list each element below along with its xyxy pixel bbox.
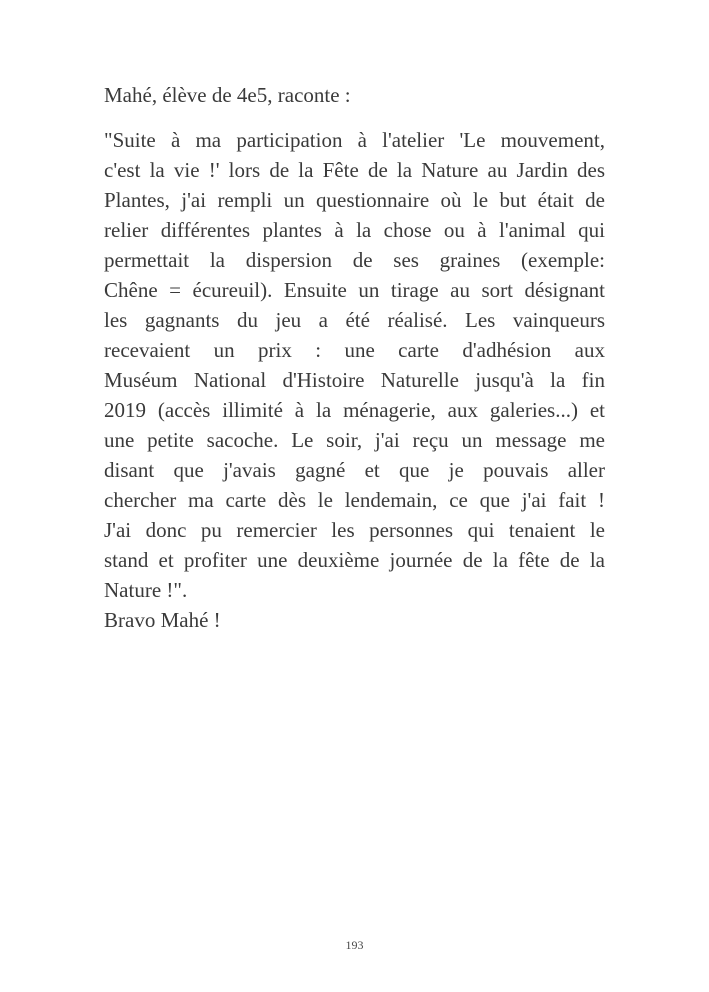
body-line: recevaient un prix : une carte d'adhésion aux — [104, 338, 605, 362]
body-line: Chêne = écureuil). Ensuite un tirage au sort désignant — [104, 278, 605, 302]
paragraph-heading: Mahé, élève de 4e5, raconte : — [104, 83, 351, 107]
body-line: Bravo Mahé ! — [104, 608, 221, 632]
body-line: une petite sacoche. Le soir, j'ai reçu un message me — [104, 428, 605, 452]
body-line: Muséum National d'Histoire Naturelle jusqu'à la fin — [104, 368, 605, 392]
body-line: les gagnants du jeu a été réalisé. Les vainqueurs — [104, 308, 605, 332]
body-line: Plantes, j'ai rempli un questionnaire où le but était de — [104, 188, 605, 212]
body-line: disant que j'avais gagné et que je pouvais aller — [104, 458, 605, 482]
body-line: J'ai donc pu remercier les personnes qui tenaient le — [104, 518, 605, 542]
body-line: Nature !". — [104, 578, 188, 602]
body-line: permettait la dispersion de ses graines (exemple: — [104, 248, 605, 272]
body-line: 2019 (accès illimité à la ménagerie, aux galeries...) et — [104, 398, 605, 422]
text-block — [104, 80, 605, 635]
body-line: "Suite à ma participation à l'atelier 'Le mouvement, — [104, 128, 605, 152]
body-line: c'est la vie !' lors de la Fête de la Nature au Jardin des — [104, 158, 605, 182]
page-number: 193 — [345, 938, 364, 952]
body-line: stand et profiter une deuxième journée de la fête de la — [104, 548, 605, 572]
body-line: chercher ma carte dès le lendemain, ce que j'ai fait ! — [104, 488, 605, 512]
body-line: relier différentes plantes à la chose ou à l'animal qui — [104, 218, 605, 242]
body-paragraph — [104, 125, 605, 635]
